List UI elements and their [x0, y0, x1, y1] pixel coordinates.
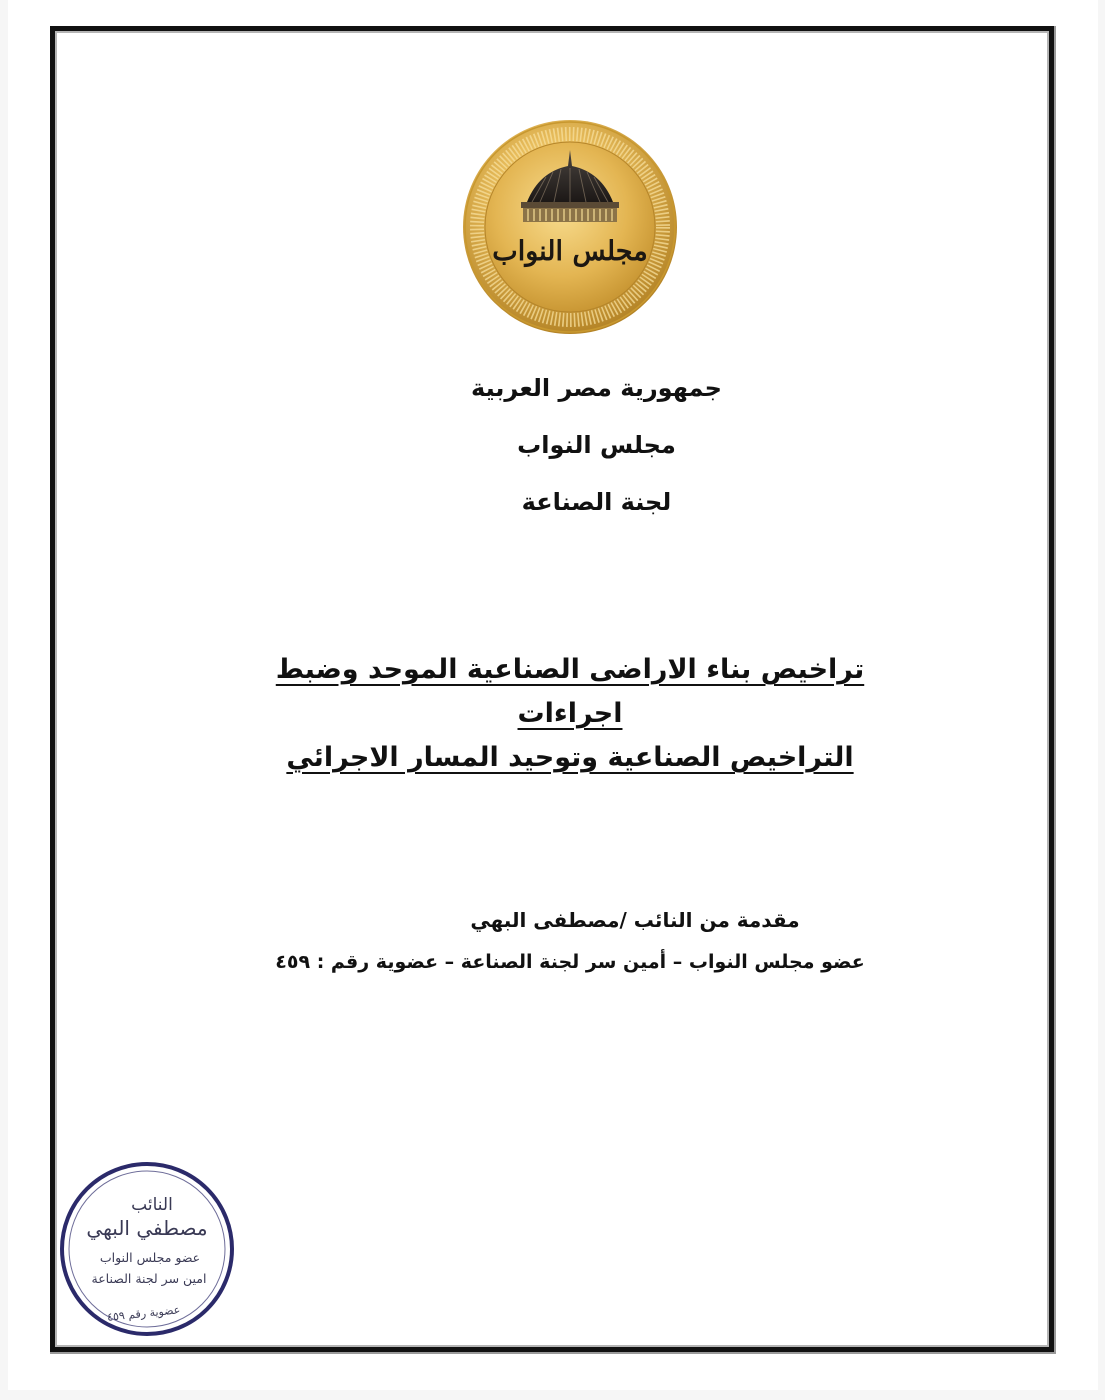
title-line-1: تراخيص بناء الاراضى الصناعية الموحد وضبط اجراءات — [275, 654, 865, 729]
document-title — [230, 648, 910, 780]
country-name: جمهورية مصر العربية — [471, 374, 722, 402]
parliament-seal-logo — [461, 118, 679, 336]
stamp-line-name: مصطفي البهي — [86, 1216, 208, 1240]
stamp-line-number: عضوية رقم ٤٥٩ — [106, 1303, 181, 1324]
title-line-2: التراخيص الصناعية وتوحيد المسار الاجرائي — [286, 742, 854, 773]
institution-name: مجلس النواب — [517, 431, 676, 459]
official-stamp — [58, 1160, 236, 1338]
stamp-line-membership: عضو مجلس النواب — [99, 1250, 201, 1265]
stamp-line-title: النائب — [131, 1195, 173, 1215]
presenter-block — [230, 900, 910, 984]
document-header — [0, 360, 1105, 531]
presenter-name: مقدمة من النائب /مصطفى البهي — [470, 908, 800, 932]
stamp-line-position: امين سر لجنة الصناعة — [91, 1271, 207, 1286]
seal-calligraphy-text: مجلس النواب — [492, 236, 648, 267]
committee-name: لجنة الصناعة — [521, 488, 672, 516]
presenter-role: عضو مجلس النواب – أمين سر لجنة الصناعة – عضوية رقم : ٤٥٩ — [275, 951, 865, 973]
